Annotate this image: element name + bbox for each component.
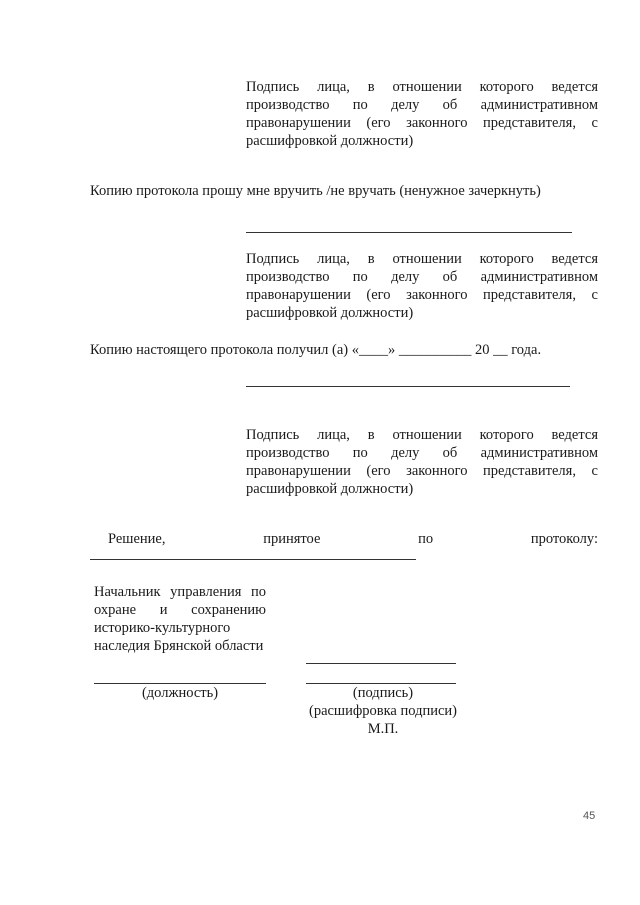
- signature-line-1: [246, 232, 572, 233]
- signature-caption-3: Подпись лица, в отношении которого ведется производство по делу об административном правонарушении (его законного представителя, с расшифровкой должности): [246, 427, 598, 497]
- decision-word-1: Решение,: [108, 531, 166, 547]
- signature-caption: (подпись): [352, 685, 414, 701]
- decision-word-4: протоколу:: [530, 531, 598, 547]
- signature-line-3: [306, 663, 456, 664]
- decode-caption: (расшифровка подписи): [308, 703, 458, 719]
- signature-caption-2: Подпись лица, в отношении которого ведется производство по делу об административном правонарушении (его законного представителя, с расшифровкой должности): [246, 251, 598, 321]
- decision-line: [108, 530, 598, 548]
- signature-caption-1: Подпись лица, в отношении которого ведется производство по делу об административном правонарушении (его законного представителя, с расшифровкой должности): [246, 79, 598, 149]
- decision-word-2: принятое: [263, 531, 321, 547]
- official-title: Начальник управления по охране и сохранению историко-культурного наследия Брянской области: [94, 584, 266, 654]
- page-number: 45: [583, 810, 596, 822]
- seal-placeholder: М.П.: [367, 721, 399, 737]
- decision-rule: [90, 559, 416, 560]
- decision-word-3: по: [418, 531, 434, 547]
- copy-received-text: Копию настоящего протокола получил (а) «____» __________ 20 __ года.: [90, 342, 542, 358]
- signature-line-2: [246, 386, 570, 387]
- position-caption: (должность): [141, 685, 219, 701]
- copy-request-text: Копию протокола прошу мне вручить /не вручать (ненужное зачеркнуть): [90, 183, 541, 199]
